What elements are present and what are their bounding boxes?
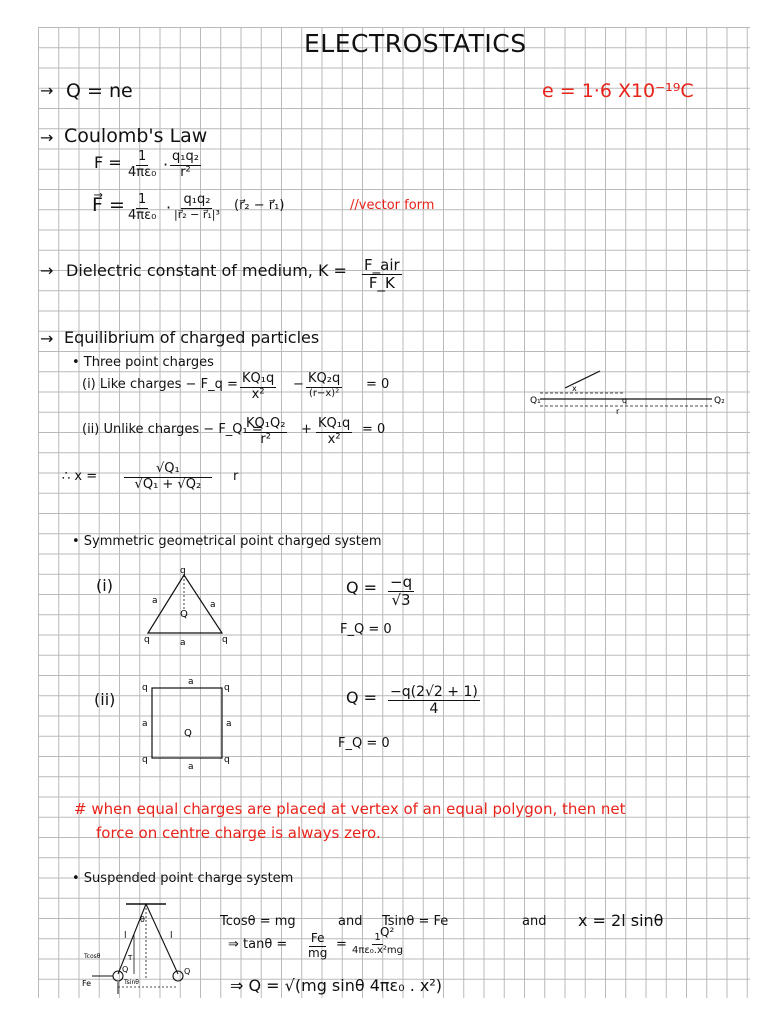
numerator: KQ₁Q₂ — [246, 416, 286, 431]
denominator: x² — [327, 431, 341, 447]
three-point-label: • Three point charges — [72, 355, 214, 370]
pendulum-diagram — [80, 898, 210, 1002]
and-word-1: and — [338, 914, 363, 929]
plus-sign: + — [301, 422, 312, 437]
denominator: 4 — [429, 701, 439, 718]
unlike-term1 — [244, 417, 287, 448]
like-term2 — [306, 372, 342, 399]
l-left-label: l — [124, 931, 127, 941]
tri-a-bottom: a — [180, 638, 186, 648]
polygon-note-line2: force on centre charge is always zero. — [96, 824, 381, 842]
denominator: F_K — [368, 274, 395, 293]
case-i-force: F_Q = 0 — [340, 622, 392, 637]
denominator: |r⃗₂ − r⃗₁|³ — [174, 207, 220, 221]
coulomb-vector-constant — [126, 193, 158, 224]
sq-a-top: a — [188, 677, 194, 687]
tan-q-squared: Q² — [380, 925, 395, 939]
triangle-diagram — [140, 565, 240, 650]
and-word-2: and — [522, 914, 547, 929]
denominator: 4πε₀ — [128, 164, 157, 180]
arrow-bullet-icon: → — [40, 329, 54, 348]
numerator: −q — [390, 573, 413, 591]
coulomb-vector-lhs: F⃗ = — [92, 194, 125, 216]
coulomb-vector-tail: (r⃗₂ − r⃗₁) — [234, 198, 285, 213]
t-label: T — [128, 954, 133, 962]
like-charges-label: (i) Like charges − F_q = — [82, 377, 238, 392]
tsin-label: Tsinθ — [124, 979, 139, 986]
r-label: r — [616, 407, 620, 416]
denominator: r² — [180, 164, 191, 180]
three-charge-diagram — [530, 368, 730, 418]
coulomb-f-lhs: F = — [94, 153, 122, 172]
unlike-charges-label: (ii) Unlike charges − F_Q₁ = — [82, 422, 263, 437]
bottom-margin — [0, 998, 768, 1024]
sq-q-br: q — [224, 755, 230, 765]
page-title: ELECTROSTATICS — [304, 29, 527, 58]
coulomb-constant-fraction — [126, 150, 158, 181]
tcos-label: Tcosθ — [84, 953, 101, 960]
numerator: √Q₁ — [124, 462, 212, 478]
sq-q-tl: q — [142, 683, 148, 693]
q-left-label: Q — [122, 965, 129, 974]
q-right-label: Q — [184, 967, 191, 976]
numerator: q₁q₂ — [172, 149, 199, 164]
square-diagram — [138, 676, 238, 771]
x-position-fraction — [124, 462, 212, 493]
electron-charge-value: e = 1·6 X10⁻¹⁹C — [542, 80, 694, 102]
x-length-eq: x = 2l sinθ — [578, 911, 664, 930]
denominator: √3 — [391, 591, 411, 610]
tri-q-right: q — [222, 635, 228, 645]
numerator: q₁q₂ — [183, 192, 211, 207]
charge-quantization-formula: Q = ne — [66, 80, 133, 102]
numerator: KQ₁q — [318, 416, 351, 431]
coulomb-charge-fraction — [170, 150, 201, 181]
tan-frac2 — [350, 932, 405, 956]
denominator: x² — [251, 386, 265, 402]
case-ii-Q-fraction — [388, 684, 480, 717]
denominator: r² — [260, 431, 271, 447]
case-ii-Q-lhs: Q = — [346, 688, 378, 707]
tan-equals: = — [336, 937, 347, 952]
equilibrium-heading: Equilibrium of charged particles — [64, 328, 320, 347]
denominator: √Q₁ + √Q₂ — [134, 476, 202, 492]
right-margin — [750, 0, 768, 1024]
numerator: 1 — [138, 149, 147, 164]
denominator: 4πε₀ — [128, 207, 157, 223]
symmetric-heading: • Symmetric geometrical point charged system — [72, 534, 382, 549]
sq-q-bl: q — [142, 755, 148, 765]
sq-a-bottom: a — [188, 762, 194, 772]
case-ii-label: (ii) — [94, 690, 116, 709]
equals-zero: = 0 — [362, 422, 386, 437]
therefore-x: ∴ x = — [62, 469, 98, 484]
denominator: (r−x)² — [309, 387, 340, 399]
q1-label: Q₁ — [530, 396, 541, 406]
unlike-term2 — [316, 417, 352, 448]
tri-a-right: a — [210, 600, 216, 610]
numerator: 1 — [138, 192, 147, 207]
tan-lhs: ⇒ tanθ = — [228, 937, 288, 952]
numerator: Fe — [310, 931, 325, 945]
dielectric-fraction — [362, 257, 402, 293]
x-tail-r: r — [233, 469, 239, 484]
numerator: −q(2√2 + 1) — [390, 684, 478, 700]
arrow-bullet-icon: → — [40, 261, 54, 280]
case-i-Q-lhs: Q = — [346, 578, 378, 597]
tri-a-left: a — [152, 596, 158, 606]
arrow-bullet-icon: → — [40, 128, 54, 147]
sq-Q-center: Q — [184, 728, 192, 739]
tri-Q-center: Q — [180, 609, 188, 620]
suspended-heading: • Suspended point charge system — [72, 871, 294, 886]
sq-a-right: a — [226, 719, 232, 729]
arrow-bullet-icon: → — [40, 81, 54, 100]
tension-horizontal-eq: Tsinθ = Fe — [382, 914, 449, 929]
numerator: F_air — [364, 256, 400, 274]
polygon-note-line1: # when equal charges are placed at vertex of an equal polygon, then net — [74, 800, 626, 818]
dielectric-label: Dielectric constant of medium, K = — [66, 261, 347, 280]
minus-sign: − — [293, 377, 304, 392]
denominator: mg — [308, 945, 328, 960]
vector-form-note: //vector form — [350, 198, 435, 213]
denominator: 4πε₀.x²mg — [352, 944, 403, 956]
dot-operator: · — [166, 198, 172, 217]
fe-label: Fe — [82, 979, 92, 988]
charge-result-formula: ⇒ Q = √(mg sinθ 4πε₀ . x²) — [230, 976, 442, 995]
tri-q-top: q — [180, 566, 186, 576]
theta-label: θ — [140, 915, 145, 924]
numerator: KQ₂q — [308, 371, 341, 386]
tri-q-left: q — [144, 635, 150, 645]
numerator: KQ₁q — [242, 371, 275, 386]
sq-q-tr: q — [224, 683, 230, 693]
q2-label: Q₂ — [714, 396, 725, 406]
l-right-label: l — [170, 931, 173, 941]
tension-vertical-eq: Tcosθ = mg — [220, 914, 296, 929]
tan-frac1 — [306, 932, 329, 961]
q-label: q — [622, 396, 628, 405]
case-i-label: (i) — [96, 576, 113, 595]
equals-zero: = 0 — [366, 377, 390, 392]
sq-a-left: a — [142, 719, 148, 729]
coulomb-vector-fraction — [172, 193, 222, 222]
case-ii-force: F_Q = 0 — [338, 736, 390, 751]
like-term1 — [240, 372, 276, 403]
numerator: 1 — [374, 932, 381, 943]
case-i-Q-fraction — [388, 574, 414, 610]
x-label: x — [572, 384, 577, 393]
dot-operator: · — [163, 155, 169, 174]
coulomb-heading: Coulomb's Law — [64, 125, 208, 147]
